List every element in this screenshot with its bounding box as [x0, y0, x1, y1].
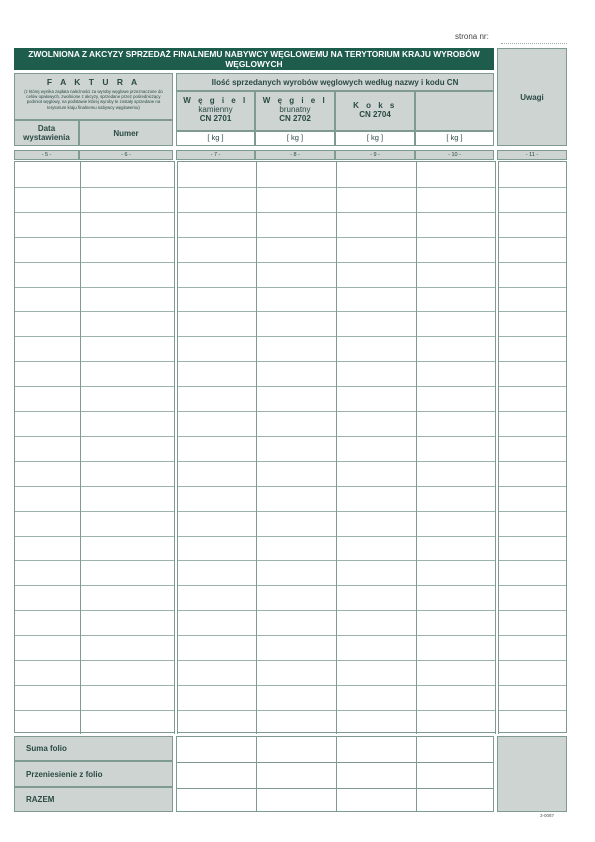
product-sub: kamienny: [198, 105, 233, 114]
product-header-hard-coal: [176, 91, 255, 131]
form-code: 3-0087: [540, 813, 555, 818]
page-number-field[interactable]: [501, 36, 567, 44]
summary-grid[interactable]: [176, 736, 494, 812]
grid-row-line: [15, 311, 566, 312]
summary-folio-label: [14, 736, 173, 761]
form-title: ZWOLNIONA Z AKCYZY SPRZEDAŻ FINALNEMU NABYWCY WĘGLOWEMU NA TERYTORIUM KRAJU WYROBÓW WĘGLOWYCH: [14, 48, 494, 70]
grid-row-line: [15, 560, 566, 561]
product-name: W ę g i e l: [183, 96, 248, 105]
column-number: - 11 -: [497, 150, 567, 160]
grid-row-line: [15, 536, 566, 537]
summary-carryover-label: [14, 761, 173, 787]
grid-row-line: [15, 635, 566, 636]
summary-row-line: [177, 788, 493, 789]
column-number: - 5 -: [14, 150, 79, 160]
column-header-number: [79, 120, 173, 146]
grid-row-line: [15, 237, 566, 238]
entries-grid[interactable]: [14, 161, 567, 733]
unit-label: [ kg ]: [335, 131, 415, 146]
grid-column-line: [416, 162, 417, 734]
unit-label: [ kg ]: [255, 131, 335, 146]
unit-label: [ kg ]: [176, 131, 255, 146]
grid-row-line: [15, 461, 566, 462]
grid-row-line: [15, 486, 566, 487]
column-number: - 8 -: [255, 150, 335, 160]
grid-row-line: [15, 511, 566, 512]
column-number: - 10 -: [415, 150, 494, 160]
grid-gap: [496, 161, 498, 735]
grid-row-line: [15, 411, 566, 412]
product-sub: brunatny: [279, 105, 311, 114]
summary-label-text: RAZEM: [26, 795, 55, 804]
grid-row-line: [15, 436, 566, 437]
grid-row-line: [15, 610, 566, 611]
product-code: CN 2704: [359, 110, 391, 119]
grid-row-line: [15, 262, 566, 263]
summary-column-line: [416, 737, 417, 811]
summary-column-line: [256, 737, 257, 811]
column-header-date-label: Data wystawienia: [23, 124, 70, 142]
unit-label: [ kg ]: [415, 131, 494, 146]
product-header-lignite: [255, 91, 335, 131]
column-number: - 7 -: [176, 150, 255, 160]
grid-row-line: [15, 336, 566, 337]
grid-column-line: [498, 162, 499, 734]
product-code: CN 2702: [279, 114, 311, 123]
grid-column-line: [256, 162, 257, 734]
grid-row-line: [15, 386, 566, 387]
remarks-header-label: Uwagi: [520, 92, 544, 102]
summary-row-line: [177, 762, 493, 763]
remarks-header: [497, 48, 567, 146]
quantity-header: Ilość sprzedanych wyrobów węglowych według nazwy i kodu CN: [176, 73, 494, 91]
summary-label-text: Suma folio: [26, 744, 67, 753]
grid-row-line: [15, 710, 566, 711]
invoice-header: [14, 73, 173, 120]
product-name: W ę g i e l: [262, 96, 328, 105]
invoice-note: (z której wynika zapłata należności za wyroby węglowe przeznaczone do celów opałowych, zwolnione z akcyzy, sprzedane przez pośredniczący podmiot węglowy, na podstawie której wyroby te zostały sprzedane na terytorium kraju finalnemu nabywcy węglowemu): [24, 89, 163, 110]
grid-row-line: [15, 660, 566, 661]
column-number: - 9 -: [335, 150, 415, 160]
grid-row-line: [15, 212, 566, 213]
grid-column-line: [336, 162, 337, 734]
grid-row-line: [15, 287, 566, 288]
invoice-title: F A K T U R A: [46, 77, 141, 87]
product-code: CN 2701: [199, 114, 232, 123]
page-number-label: strona nr:: [455, 32, 489, 41]
grid-column-line: [177, 162, 178, 734]
grid-row-line: [15, 685, 566, 686]
summary-total-label: [14, 787, 173, 812]
product-header-coke: [335, 91, 415, 131]
product-header-blank: [415, 91, 494, 131]
grid-row-line: [15, 585, 566, 586]
column-number: - 6 -: [79, 150, 173, 160]
column-header-date: [14, 120, 79, 146]
summary-remarks-block: [497, 736, 567, 812]
grid-row-line: [15, 361, 566, 362]
product-name: K o k s: [353, 101, 397, 110]
grid-gap: [175, 161, 177, 735]
grid-column-line: [80, 162, 81, 734]
grid-row-line: [15, 187, 566, 188]
column-header-number-label: Numer: [113, 128, 139, 138]
summary-label-text: Przeniesienie z folio: [26, 769, 103, 779]
summary-column-line: [336, 737, 337, 811]
